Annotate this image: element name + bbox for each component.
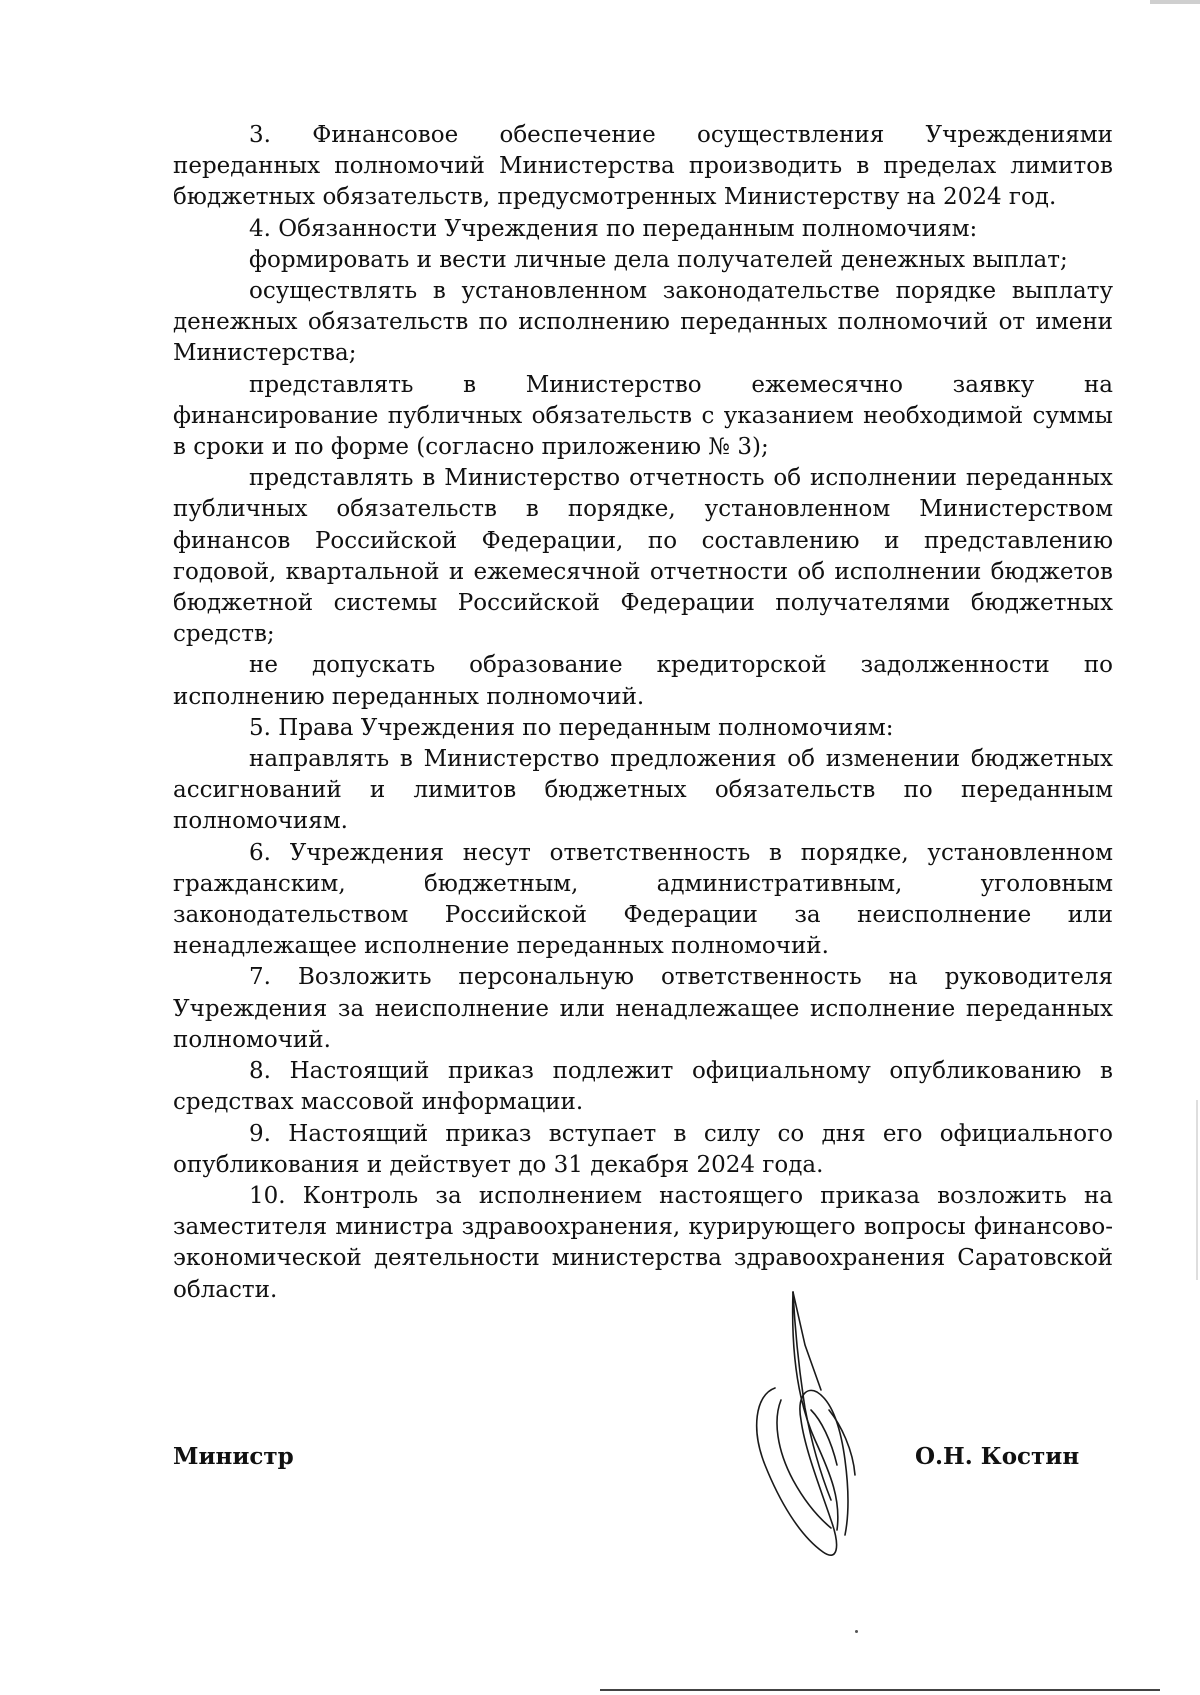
- paragraph-3: 3. Финансовое обеспечение осуществления Учреждениями переданных полномочий Министерства производить в пределах лимитов бюджетных обязательств, предусмотренных Министерству на 2024 год.: [173, 122, 1113, 211]
- scan-artifact-right: [1196, 1100, 1198, 1280]
- paragraph-10: 10. Контроль за исполнением настоящего приказа возложить на заместителя министра здравоохранения, курирующего вопросы финансово-экономической деятельности министерства здравоохранения Саратовской области.: [173, 1182, 1113, 1303]
- paragraph-4-item-4: представлять в Министерство отчетность об исполнении переданных публичных обязательств в порядке, установленном Министерством финансов Российской Федерации, по составлению и представлению годовой, квартальной и ежемесячной отчетности об исполнении бюджетов бюджетной системы Российской Федерации получателями бюджетных средств;: [173, 465, 1113, 648]
- document-body: [173, 120, 1113, 1306]
- handwritten-signature: [745, 1290, 885, 1570]
- signatory-title: Министр: [173, 1443, 294, 1470]
- paragraph-9: 9. Настоящий приказ вступает в силу со дня его официального опубликования и действует до 31 декабря 2024 года.: [173, 1120, 1113, 1178]
- signature-block: [173, 1443, 1080, 1483]
- paragraph-4-item-3: представлять в Министерство ежемесячно заявку на финансирование публичных обязательств с указанием необходимой суммы в сроки и по форме (согласно приложению № 3);: [173, 371, 1113, 461]
- paragraph-4: 4. Обязанности Учреждения по переданным полномочиям:: [249, 215, 978, 242]
- paragraph-4-item-2: осуществлять в установленном законодательстве порядке выплату денежных обязательств по исполнению переданных полномочий от имени Министерства;: [173, 278, 1113, 367]
- paragraph-8: 8. Настоящий приказ подлежит официальному опубликованию в средствах массовой информации.: [173, 1058, 1113, 1116]
- paragraph-7: 7. Возложить персональную ответственность на руководителя Учреждения за неисполнение или ненадлежащее исполнение переданных полномочий.: [173, 964, 1113, 1053]
- paragraph-6: 6. Учреждения несут ответственность в порядке, установленном гражданским, бюджетным, административным, уголовным законодательством Российской Федерации за неисполнение или ненадлежащее исполнение переданных полномочий.: [173, 839, 1113, 960]
- paragraph-4-item-5: не допускать образование кредиторской задолженности по исполнению переданных полномочий.: [173, 652, 1113, 710]
- paragraph-5-item-1: направлять в Министерство предложения об изменении бюджетных ассигнований и лимитов бюджетных обязательств по переданным полномочиям.: [173, 746, 1113, 835]
- scan-artifact-dot: [855, 1630, 858, 1633]
- signatory-name: О.Н. Костин: [915, 1443, 1080, 1470]
- scan-artifact-top: [1150, 0, 1200, 4]
- scan-artifact-bottom: [600, 1689, 1160, 1691]
- paragraph-4-item-1: формировать и вести личные дела получателей денежных выплат;: [249, 246, 1068, 273]
- paragraph-5: 5. Права Учреждения по переданным полномочиям:: [249, 714, 894, 741]
